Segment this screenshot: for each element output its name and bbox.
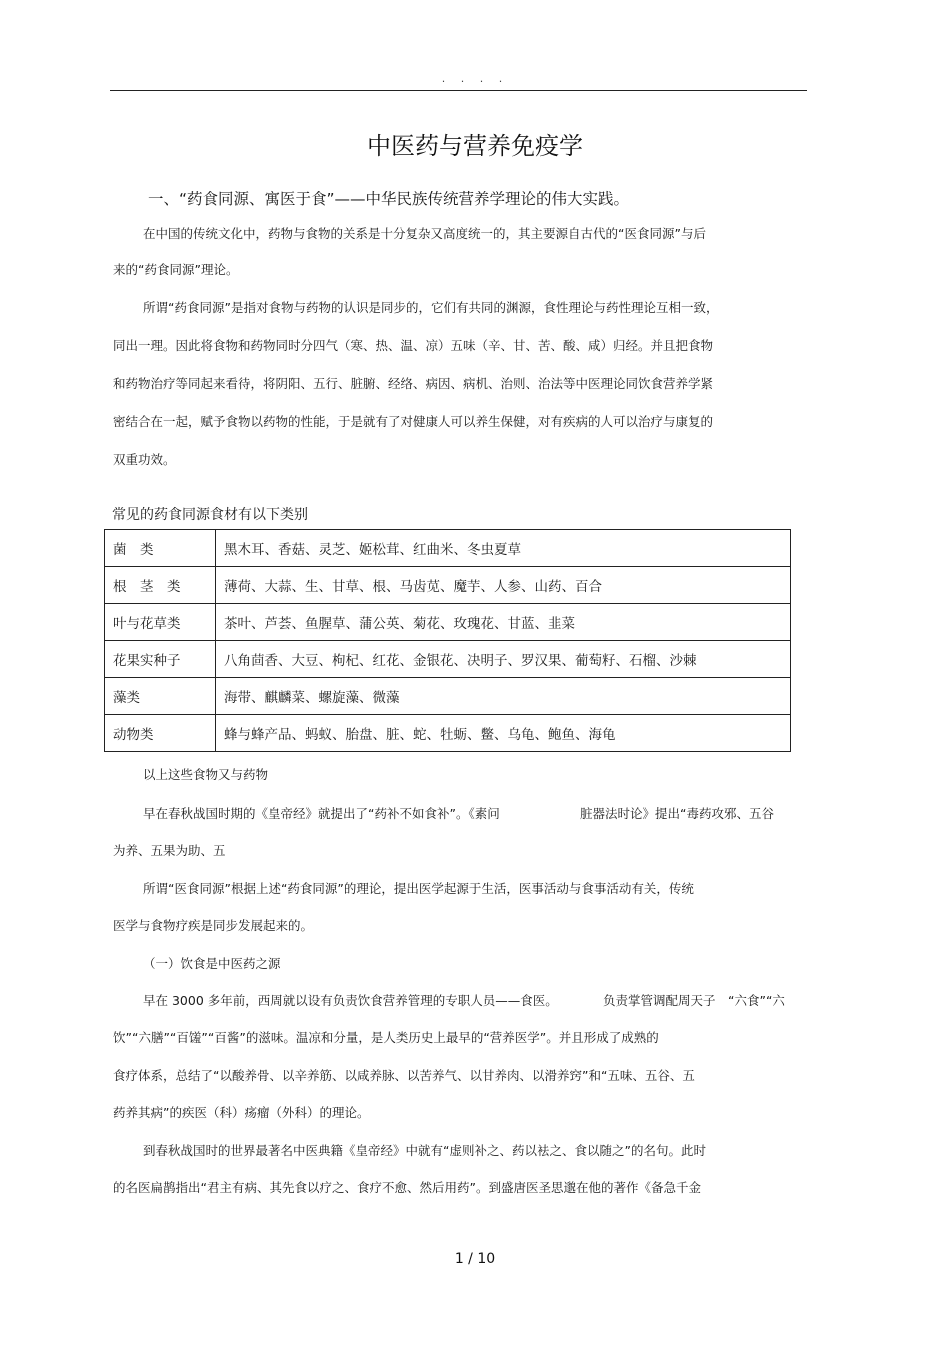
paragraph-line: 到春秋战国时的世界最著名中医典籍《皇帝经》中就有“虚则补之、药以袪之、食以随之”的名句。此时 xyxy=(143,1143,706,1158)
category-cell: 花果实种子 xyxy=(105,641,216,678)
food-category-table xyxy=(104,529,791,752)
items-cell: 黑木耳、香菇、灵芝、姬松茸、红曲米、冬虫夏草 xyxy=(216,530,791,567)
paragraph-line: 饮”“六膳”“百馐”“百酱”的滋味。温凉和分量，是人类历史上最早的“营养医学”。并且形成了成熟的 xyxy=(113,1030,659,1045)
paragraph-line: 以上这些食物又与药物 xyxy=(143,767,269,782)
paragraph-line: 药养其病”的疾医（科）疡瘤（外科）的理论。 xyxy=(113,1105,370,1120)
paragraph-line: 所谓“医食同源”根据上述“药食同源”的理论，提出医学起源于生活，医事活动与食事活动有关，传统 xyxy=(143,881,694,896)
category-cell: 菌 类 xyxy=(105,530,216,567)
table-row xyxy=(105,715,791,752)
category-cell: 藻类 xyxy=(105,678,216,715)
paragraph-line: 来的“药食同源”理论。 xyxy=(113,262,239,277)
section-heading: 一、“药食同源、寓医于食”——中华民族传统营养学理论的伟大实践。 xyxy=(148,190,630,208)
page-number: 1 / 10 xyxy=(454,1251,496,1267)
paragraph-line: 负责掌管调配周天子 “六食”“六 xyxy=(603,993,785,1008)
category-cell: 动物类 xyxy=(105,715,216,752)
items-cell: 薄荷、大蒜、生、甘草、根、马齿苋、魔芋、人参、山药、百合 xyxy=(216,567,791,604)
paragraph-line: 食疗体系，总结了“以酸养骨、以辛养筋、以咸养脉、以苦养气、以甘养肉、以滑养窍”和“五味、五谷、五 xyxy=(113,1068,695,1083)
paragraph-line: 同出一理。因此将食物和药物同时分四气（寒、热、温、凉）五味（辛、甘、苦、酸、咸）归经。并且把食物 xyxy=(113,338,714,353)
header-dots: . . . . xyxy=(441,72,509,85)
paragraph-line: 早在 3000 多年前，西周就以设有负责饮食营养管理的专职人员——食医。 xyxy=(143,993,558,1008)
table-caption: 常见的药食同源食材有以下类别 xyxy=(112,507,308,523)
items-cell: 蜂与蜂产品、蚂蚁、胎盘、脏、蛇、牡蛎、鳖、乌龟、鲍鱼、海龟 xyxy=(216,715,791,752)
paragraph-line: 在中国的传统文化中，药物与食物的关系是十分复杂又高度统一的，其主要源自古代的“医食同源”与后 xyxy=(143,226,706,241)
subheading: （一）饮食是中医药之源 xyxy=(143,956,281,971)
table-row xyxy=(105,641,791,678)
page-title: 中医药与营养免疫学 xyxy=(367,132,583,160)
paragraph-line: 所谓“药食同源”是指对食物与药物的认识是同步的，它们有共同的渊源，食性理论与药性理论互相一致， xyxy=(143,300,719,315)
header-rule xyxy=(110,90,807,91)
table-row xyxy=(105,530,791,567)
paragraph-line: 和药物治疗等同起来看待，将阴阳、五行、脏腑、经络、病因、病机、治则、治法等中医理论同饮食营养学紧 xyxy=(113,376,714,391)
paragraph-line: 为养、五果为助、五 xyxy=(113,843,226,858)
items-cell: 八角茴香、大豆、枸杞、红花、金银花、决明子、罗汉果、葡萄籽、石榴、沙棘 xyxy=(216,641,791,678)
paragraph-line: 医学与食物疗疾是同步发展起来的。 xyxy=(113,918,314,933)
paragraph-line: 早在春秋战国时期的《皇帝经》就提出了“药补不如食补”。《素问 xyxy=(143,806,500,821)
items-cell: 海带、麒麟菜、螺旋藻、微藻 xyxy=(216,678,791,715)
paragraph-line: 双重功效。 xyxy=(113,452,176,467)
paragraph-line: 的名医扁鹊指出“君主有病、其先食以疗之、食疗不愈、然后用药”。到盛唐医圣思邈在他的著作《备急千金 xyxy=(113,1180,701,1195)
category-cell: 叶与花草类 xyxy=(105,604,216,641)
items-cell: 茶叶、芦荟、鱼腥草、蒲公英、菊花、玫瑰花、甘蓝、韭菜 xyxy=(216,604,791,641)
paragraph-line: 密结合在一起，赋予食物以药物的性能，于是就有了对健康人可以养生保健，对有疾病的人可以治疗与康复的 xyxy=(113,414,714,429)
table-row xyxy=(105,604,791,641)
table-row xyxy=(105,567,791,604)
paragraph-line: 脏器法时论》提出“毒药攻邪、五谷 xyxy=(580,806,774,821)
table-row xyxy=(105,678,791,715)
category-cell: 根 茎 类 xyxy=(105,567,216,604)
